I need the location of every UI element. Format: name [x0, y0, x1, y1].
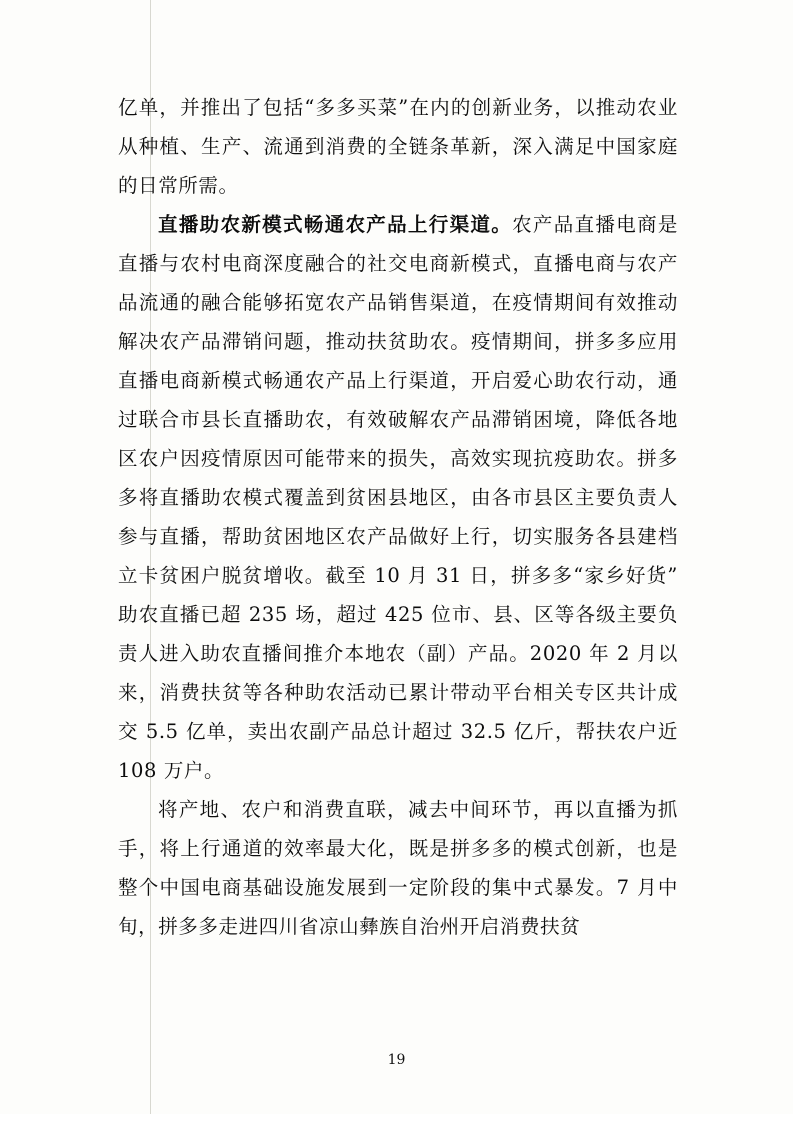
page-body [118, 88, 678, 946]
paragraph-2 [118, 205, 678, 790]
page-bottom-edge [0, 1114, 793, 1122]
paragraph-1 [118, 88, 678, 205]
paragraph-1-text: 亿单，并推出了包括“多多买菜”在内的创新业务，以推动农业从种植、生产、流通到消费的全链条革新，深入满足中国家庭的日常所需。 [118, 96, 678, 197]
paragraph-3 [118, 790, 678, 946]
paragraph-2-text: 农产品直播电商是直播与农村电商深度融合的社交电商新模式，直播电商与农产品流通的融合能够拓宽农产品销售渠道，在疫情期间有效推动解决农产品滞销问题，推动扶贫助农。疫情期间，拼多多应用直播电商新模式畅通农产品上行渠道，开启爱心助农行动，通过联合市县长直播助农，有效破解农产品滞销困境，降低各地区农户因疫情原因可能带来的损失，高效实现抗疫助农。拼多多将直播助农模式覆盖到贫困县地区，由各市县区主要负责人参与直播，帮助贫困地区农产品做好上行，切实服务各县建档立卡贫困户脱贫增收。截至 10 月 31 日，拼多多“家乡好货”助农直播已超 235 场，超过 425 位市、县、区等各级主要负责人进入助农直播间推介本地农（副）产品。2020 年 2 月以来，消费扶贫等各种助农活动已累计带动平台相关专区共计成交 5.5 亿单，卖出农副产品总计超过 32.5 亿斤，帮扶农户近 108 万户。 [118, 213, 678, 782]
paragraph-2-lead: 直播助农新模式畅通农产品上行渠道。 [158, 213, 513, 236]
page-number: 19 [387, 1052, 406, 1068]
paragraph-3-text: 将产地、农户和消费直联，减去中间环节，再以直播为抓手，将上行通道的效率最大化，既是拼多多的模式创新，也是整个中国电商基础设施发展到一定阶段的集中式暴发。7 月中旬，拼多多走进四川省凉山彝族自治州开启消费扶贫 [118, 798, 678, 938]
